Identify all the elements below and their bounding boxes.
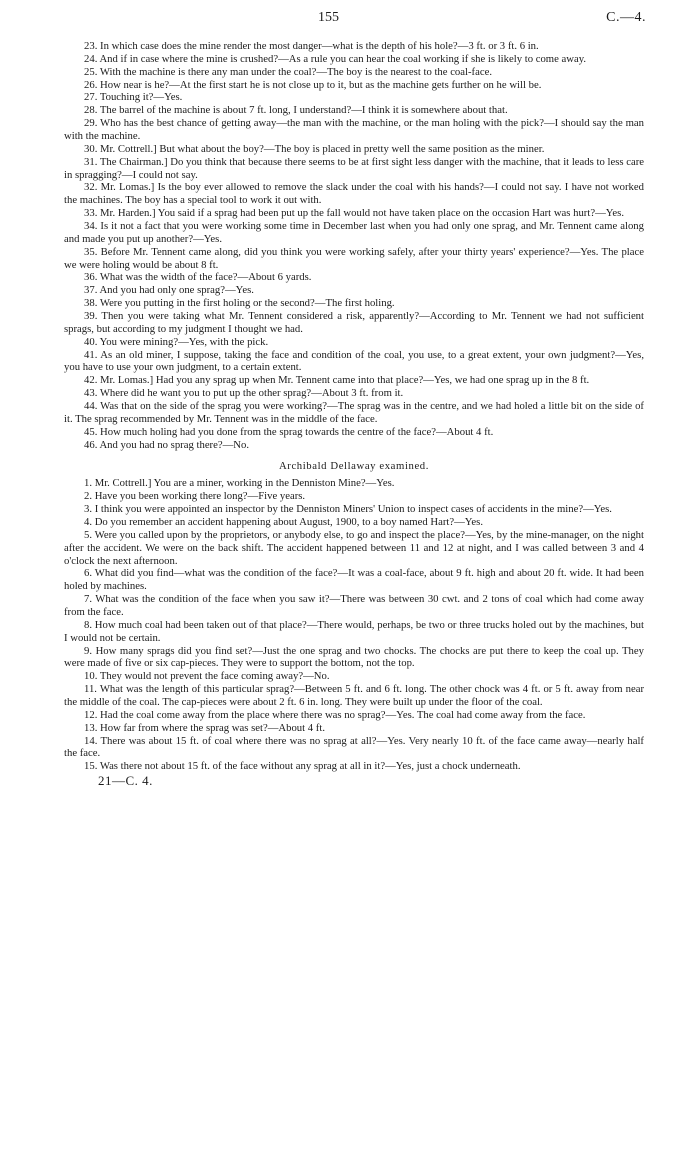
paragraph: 9. How many sprags did you find set?—Just the one sprag and two chocks. The chocks are put there to keep the coal up. They were made of five or six cap-pieces. They were to support the bottom, not the top. (64, 644, 644, 670)
page-header (0, 10, 700, 30)
paragraph: 5. Were you called upon by the proprietors, or anybody else, to go and inspect the place?—Yes, by the mine-manager, on the night after the accident. We were on the back shift. The accident happened between 11 and 12 at night, and I was called between 3 and 4 o'clock the next afternoon. (64, 528, 644, 567)
section-heading: Archibald Dellaway examined. (278, 459, 430, 472)
paragraph: 10. They would not prevent the face coming away?—No. (84, 670, 330, 683)
paragraph: 3. I think you were appointed an inspector by the Denniston Miners' Union to inspect cases of accidents in the mine?—Yes. (84, 503, 612, 516)
paragraph: 33. Mr. Harden.] You said if a sprag had been put up the fall would not have taken place on the occasion Hart was hurt?—Yes. (84, 207, 624, 220)
paragraph: 13. How far from where the sprag was set?—About 4 ft. (84, 721, 325, 734)
paragraph: 26. How near is he?—At the first start he is not close up to it, but as the machine gets further on he will be. (84, 78, 542, 91)
paragraph: 45. How much holing had you done from the sprag towards the centre of the face?—About 4 ft. (84, 425, 494, 438)
paragraph: 27. Touching it?—Yes. (84, 91, 183, 104)
paragraph: 38. Were you putting in the first holing or the second?—The first holing. (84, 297, 395, 310)
paragraph: 32. Mr. Lomas.] Is the boy ever allowed to remove the slack under the coal with his hands?—I could not say. I have not worked the machines. The boy has a special tool to work it out with. (64, 181, 644, 207)
paragraph: 8. How much coal had been taken out of that place?—There would, perhaps, be two or three trucks holed out by the machines, but I would not be certain. (64, 618, 644, 644)
paragraph: 41. As an old miner, I suppose, taking the face and condition of the coal, you use, to a great extent, your own judgment?—Yes, you have to use your own judgment, to a certain extent. (64, 348, 644, 374)
paragraph: 7. What was the condition of the face when you saw it?—There was between 30 cwt. and 2 tons of coal which had come away from the face. (64, 593, 644, 618)
paragraph: 30. Mr. Cottrell.] But what about the boy?—The boy is placed in pretty well the same position as the miner. (84, 142, 545, 155)
page-number: 155 (318, 10, 339, 25)
paragraph: 43. Where did he want you to put up the other sprag?—About 3 ft. from it. (84, 387, 404, 400)
document-body (64, 40, 644, 788)
paragraph: 31. The Chairman.] Do you think that because there seems to be at first sight less danger with the machine, that it leads to less care in spragging?—I could not say. (64, 155, 644, 181)
paragraph: 40. You were mining?—Yes, with the pick. (84, 335, 269, 348)
paragraph: 1. Mr. Cottrell.] You are a miner, working in the Denniston Mine?—Yes. (84, 477, 395, 490)
paragraph: 28. The barrel of the machine is about 7 ft. long, I understand?—I think it is somewhere about that. (84, 104, 508, 117)
paragraph: 29. Who has the best chance of getting away—the man with the machine, or the man holing with the pick?—I should say the man with the machine. (64, 117, 644, 143)
paragraph: 12. Had the coal come away from the place where there was no sprag?—Yes. The coal had come away from the face. (84, 708, 586, 721)
paragraph: 6. What did you find—what was the condition of the face?—It was a coal-face, about 9 ft. high and about 20 ft. wide. It had been holed by machines. (64, 567, 644, 593)
paragraph: 39. Then you were taking what Mr. Tennent considered a risk, apparently?—According to Mr. Tennent we had not sufficient sprags, but according to my judgment I thought we had. (64, 310, 644, 335)
paragraph: 25. With the machine is there any man under the coal?—The boy is the nearest to the coal-face. (84, 65, 493, 78)
paragraph: 23. In which case does the mine render the most danger—what is the depth of his hole?—3 ft. or 3 ft. 6 in. (84, 40, 539, 52)
document-reference: C.—4. (606, 10, 646, 25)
paragraph: 24. And if in case where the mine is crushed?—As a rule you can hear the coal working if she is likely to come away. (84, 52, 587, 65)
paragraph: 2. Have you been working there long?—Five years. (84, 490, 306, 503)
printer-signature: 21—C. 4. (98, 773, 153, 789)
paragraph: 35. Before Mr. Tennent came along, did you think you were working safely, after your thirty years' experience?—Yes. The place we were holing would be about 8 ft. (64, 245, 644, 271)
paragraph: 15. Was there not about 15 ft. of the face without any sprag at all in it?—Yes, just a chock underneath. (84, 760, 521, 773)
paragraph: 36. What was the width of the face?—About 6 yards. (84, 271, 312, 284)
paragraph: 11. What was the length of this particular sprag?—Between 5 ft. and 6 ft. long. The other chock was 4 ft. or 5 ft. away from near the middle of the coal. The cap-pieces were about 2 ft. 6 in. long. They were built up under the floor of the coal. (64, 683, 644, 708)
paragraph: 44. Was that on the side of the sprag you were working?—The sprag was in the centre, and we had holed a little bit on the side of it. The sprag recommended by Mr. Tennent was in the middle of the face. (64, 400, 644, 425)
paragraph: 37. And you had only one sprag?—Yes. (84, 284, 254, 297)
paragraph: 42. Mr. Lomas.] Had you any sprag up when Mr. Tennent came into that place?—Yes, we had one sprag up in the 8 ft. (84, 374, 590, 387)
paragraph: 34. Is it not a fact that you were working some time in December last when you had only one sprag, and Mr. Tennent came along and made you put up another?—Yes. (64, 220, 644, 245)
testimony-part-1 (64, 40, 644, 452)
paragraph: 46. And you had no sprag there?—No. (84, 438, 250, 451)
paragraph: 4. Do you remember an accident happening about August, 1900, to a boy named Hart?—Yes. (84, 515, 484, 528)
paragraph: 14. There was about 15 ft. of coal where there was no sprag at all?—Yes. Very nearly 10 ft. of the face came away—nearly half the face. (64, 734, 644, 760)
testimony-part-2 (64, 477, 644, 773)
